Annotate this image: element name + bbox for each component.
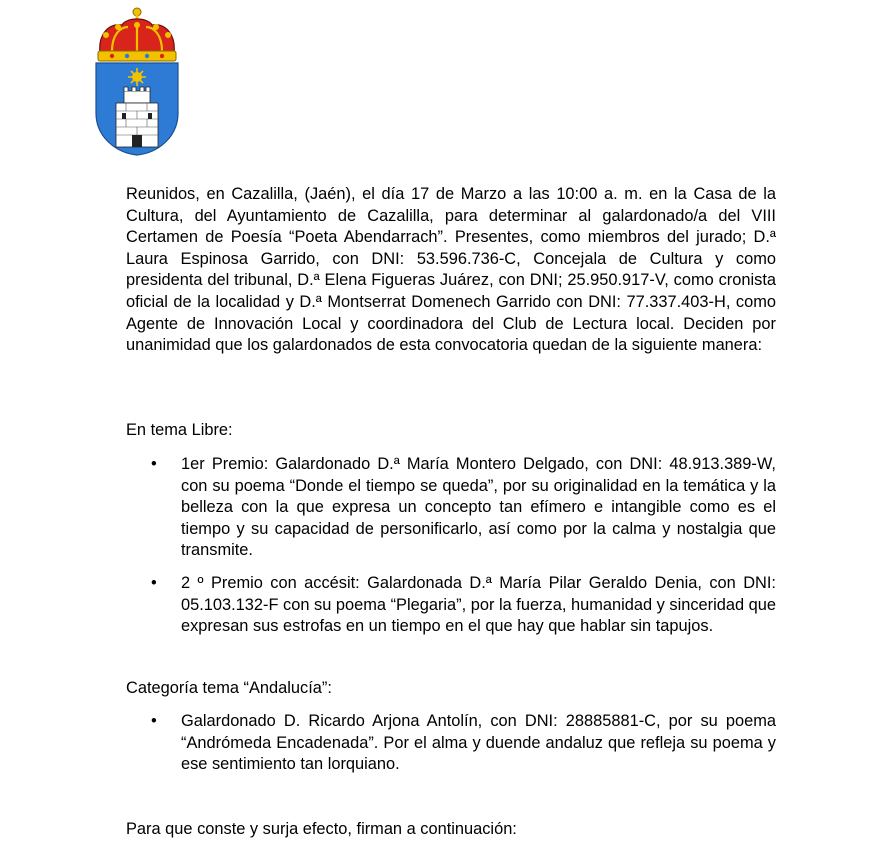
list-item [126, 711, 776, 776]
closing-paragraph: Para que conste y surja efecto, firman a continuación: [126, 820, 517, 838]
list-item [126, 454, 776, 562]
list-item-text: Galardonado D. Ricardo Arjona Antolín, con DNI: 28885881-C, por su poema “Andrómeda Encadenada”. Por el alma y duende andaluz que refleja su poema y ese sentimiento tan lorquiano. [181, 712, 776, 774]
libre-heading: En tema Libre: [126, 421, 233, 439]
bullet-icon: • [151, 455, 157, 473]
coat-of-arms-icon [92, 5, 182, 157]
libre-prize-list [126, 454, 776, 649]
bullet-icon: • [151, 573, 157, 592]
list-item-text: 2 º Premio con accésit: Galardonada D.ª María Pilar Geraldo Denia, con DNI: 05.103.132-F con su poema “Plegaria”, por la fuerza, humanidad y sinceridad que expresan sus estrofas en un tiempo en el que hay que hablar sin tapujos. [181, 573, 776, 636]
intro-paragraph: Reunidos, en Cazalilla, (Jaén), el día 17 de Marzo a las 10:00 a. m. en la Casa de la Cultura, del Ayuntamiento de Cazalilla, para determinar al galardonado/a del VIII Certamen de Poesía “Poeta Abendarrach”. Presentes, como miembros del jurado; D.ª Laura Espinosa Garrido, con DNI: 53.596.736-C, Concejala de Cultura y como presidenta del tribunal, D.ª Elena Figueras Juárez, con DNI; 25.950.917-V, como cronista oficial de la localidad y D.ª Montserrat Domenech Garrido con DNI: 77.337.403-H, como Agente de Innovación Local y coordinadora del Club de Lectura local. Deciden por unanimidad que los galardonados de esta convocatoria quedan de la siguiente manera: [126, 185, 776, 355]
list-item-text: 1er Premio: Galardonado D.ª María Montero Delgado, con DNI: 48.913.389-W, con su poema “Donde el tiempo se queda”, por su originalidad en la temática y la belleza con la que expresa un concepto tan efímero e intangible como es el tiempo y su capacidad de personificarlo, así como por la calma y nostalgia que transmite. [181, 455, 776, 560]
andalucia-heading: Categoría tema “Andalucía”: [126, 679, 332, 697]
andalucia-prize-list [126, 711, 776, 787]
bullet-icon: • [151, 712, 157, 730]
list-item [126, 573, 776, 638]
